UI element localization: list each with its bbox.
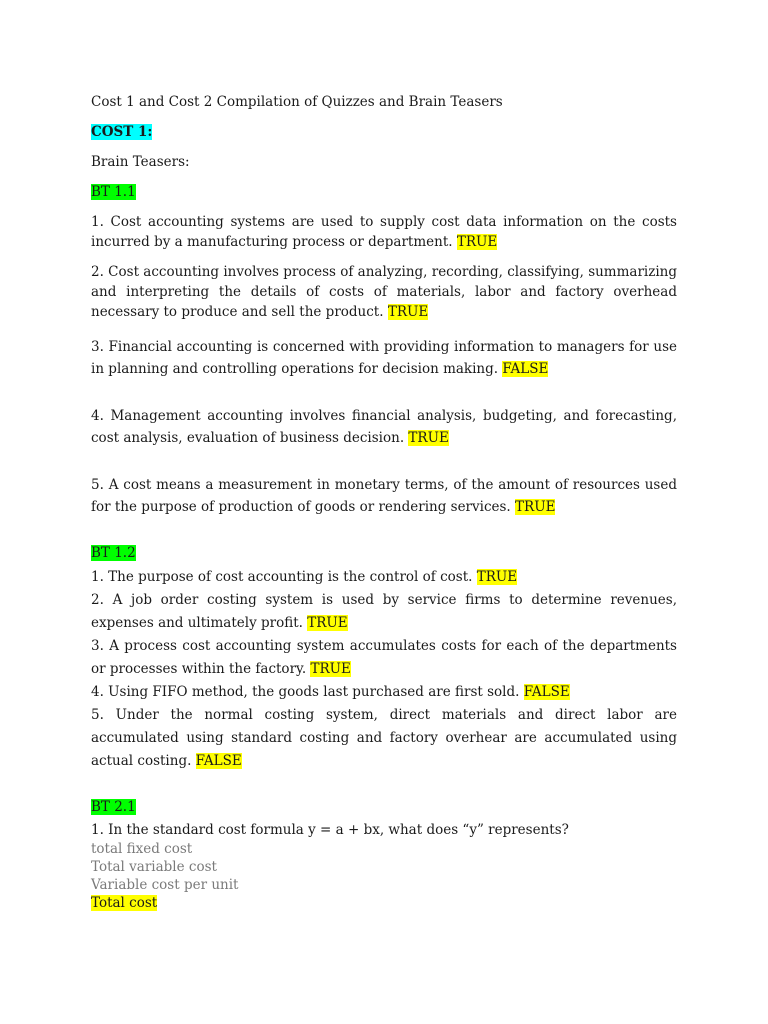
bt11-heading-line (91, 182, 677, 202)
answer-badge: TRUE (408, 430, 449, 446)
answer-badge: TRUE (307, 615, 348, 631)
document-body (91, 92, 677, 912)
bt12-item-5 (91, 704, 677, 773)
bt11-item-4 (91, 405, 677, 449)
question-text: 3. A process cost accounting system accumulates costs for each of the departments or processes within the factory. (91, 638, 677, 677)
question-text: 2. A job order costing system is used by service firms to determine revenues, expenses and ultimately profit. (91, 592, 677, 631)
bt12-item-1 (91, 566, 677, 589)
answer-badge: TRUE (476, 569, 518, 585)
question-text: 4. Using FIFO method, the goods last purchased are first sold. (91, 684, 520, 700)
question-text: 1. The purpose of cost accounting is the control of cost. (91, 569, 473, 585)
cost1-heading: COST 1: (91, 124, 153, 140)
bt21-heading: BT 2.1 (91, 799, 136, 815)
answer-badge: TRUE (456, 234, 498, 250)
bt11-item-1 (91, 212, 677, 252)
bt12-heading-line (91, 543, 677, 563)
bt11-heading: BT 1.1 (91, 184, 136, 200)
bt12-item-3 (91, 635, 677, 681)
question-text: 5. Under the normal costing system, direct materials and direct labor are accumulated using standard costing and factory overhear are accumulated using actual costing. (91, 707, 677, 769)
bt12-item-4 (91, 681, 677, 704)
bt12-list (91, 566, 677, 773)
bt11-item-2 (91, 262, 677, 322)
answer-badge: TRUE (515, 499, 556, 515)
answer-badge: TRUE (310, 661, 351, 677)
question-text: 4. Management accounting involves financial analysis, budgeting, and forecasting, cost analysis, evaluation of business decision. (91, 408, 677, 446)
answer-badge: FALSE (523, 684, 570, 700)
question-text: 5. A cost means a measurement in monetary terms, of the amount of resources used for the purpose of production of goods or rendering services. (91, 477, 677, 515)
option-total-fixed-cost: total fixed cost (91, 841, 193, 857)
bt11-item-3 (91, 336, 677, 380)
option-total-cost-line (91, 894, 677, 912)
option-total-variable-cost: Total variable cost (91, 859, 217, 875)
bt21-heading-line (91, 797, 677, 817)
question-text: 2. Cost accounting involves process of analyzing, recording, classifying, summarizing and interpreting the details of costs of materials, labor and factory overhead necessary to produce and sell the product. (91, 264, 677, 320)
question-text: 3. Financial accounting is concerned with providing information to managers for use in planning and controlling operations for decision making. (91, 339, 677, 377)
answer-badge: FALSE (502, 361, 549, 377)
brain-teasers-label: Brain Teasers: (91, 154, 190, 170)
option-variable-cost-per-unit: Variable cost per unit (91, 877, 239, 893)
bt12-heading: BT 1.2 (91, 545, 136, 561)
bt12-item-2 (91, 589, 677, 635)
bt11-item-5 (91, 474, 677, 518)
bt21-question: 1. In the standard cost formula y = a + bx, what does “y” represents? (91, 822, 569, 838)
document-title: Cost 1 and Cost 2 Compilation of Quizzes and Brain Teasers (91, 94, 503, 110)
answer-badge: TRUE (387, 304, 429, 320)
bt21-options (91, 840, 677, 912)
option-total-cost-correct: Total cost (91, 895, 158, 911)
answer-badge: FALSE (195, 753, 242, 769)
cost1-heading-line (91, 122, 677, 142)
question-text: 1. Cost accounting systems are used to supply cost data information on the costs incurred by a manufacturing process or department. (91, 214, 677, 250)
